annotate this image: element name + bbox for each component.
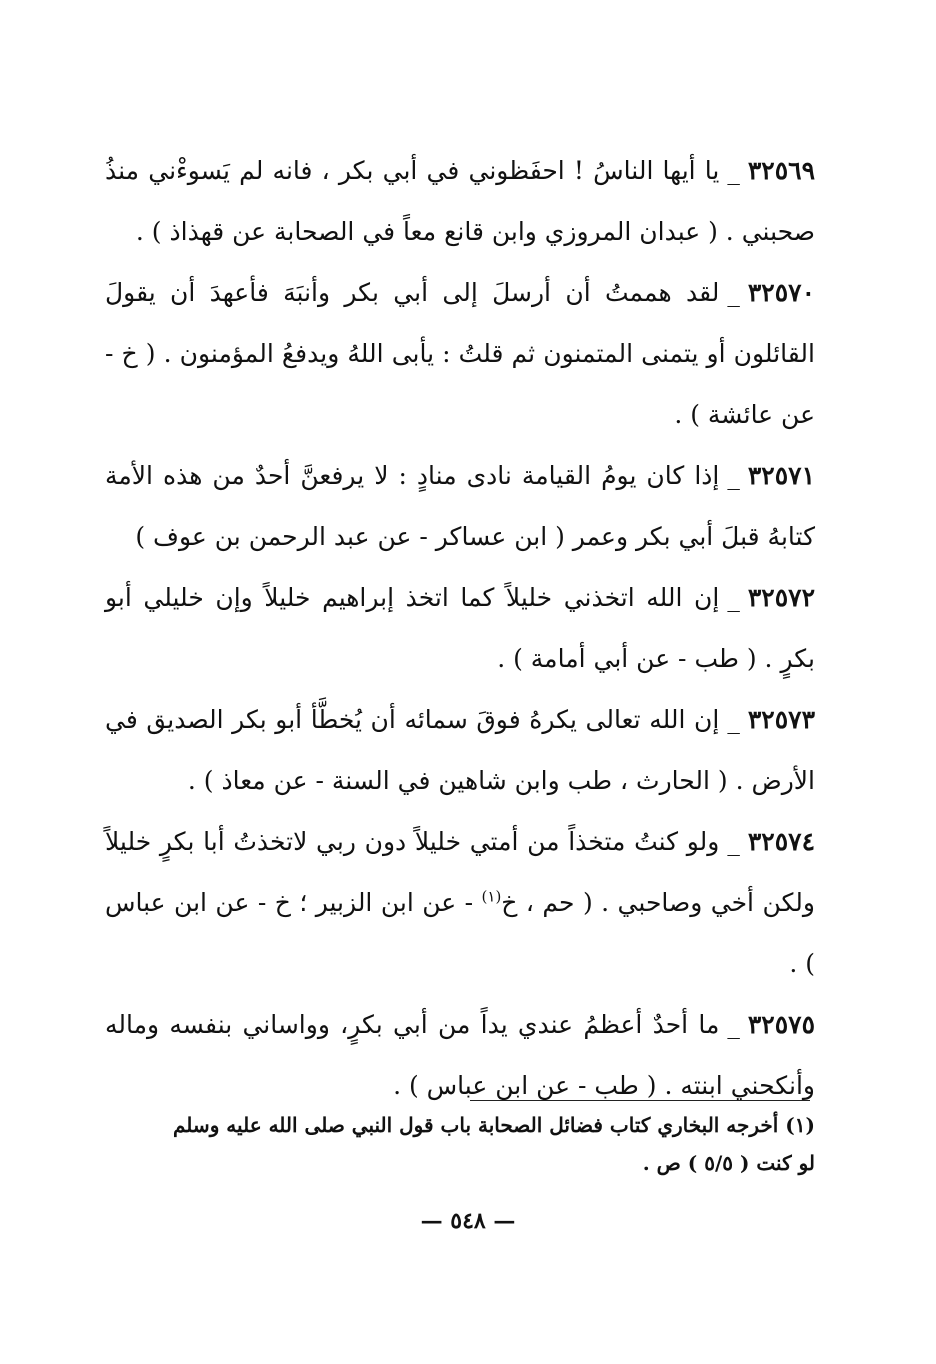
- hadith-text: ولو كنتُ متخذاً من أمتي خليلاً دون ربي لاتخذتُ أبا بكرٍ خليلاً ولكن أخي وصاحبي . ( حم ، خ: [105, 827, 815, 917]
- hadith-32575: [105, 994, 815, 1116]
- hadith-separator: _: [727, 156, 740, 185]
- hadith-number: ٣٢٥٧٤: [747, 827, 815, 856]
- hadith-text-continued: - عن ابن الزبير ؛ خ - عن ابن عباس ) .: [105, 888, 815, 978]
- hadith-separator: _: [727, 1010, 740, 1039]
- main-text: [105, 140, 815, 1116]
- hadith-text: إن الله تعالى يكرهُ فوقَ سمائه أن يُخطَّأ أبو بكر الصديق في الأرض . ( الحارث ، طب وابن شاهين في السنة - عن معاذ ) .: [105, 705, 815, 795]
- footnote-line: لو كنت ( ٥/٥ ) ص .: [642, 1151, 815, 1175]
- footnote-reference: (١): [481, 887, 502, 906]
- hadith-separator: _: [727, 583, 740, 612]
- hadith-32573: [105, 689, 815, 811]
- hadith-32571: [105, 445, 815, 567]
- hadith-32572: [105, 567, 815, 689]
- footnote-line: (١) أخرجه البخاري كتاب فضائل الصحابة باب قول النبي صلى الله عليه وسلم: [173, 1113, 815, 1137]
- hadith-text: إن الله اتخذني خليلاً كما اتخذ إبراهيم خليلاً وإن خليلي أبو بكرٍ . ( طب - عن أبي أمامة ) .: [105, 583, 815, 673]
- footnotes: [105, 1106, 815, 1182]
- hadith-number: ٣٢٥٧٥: [747, 1010, 815, 1039]
- hadith-separator: _: [727, 278, 740, 307]
- hadith-separator: _: [727, 461, 740, 490]
- hadith-separator: _: [727, 705, 740, 734]
- hadith-text: لقد هممتُ أن أرسلَ إلى أبي بكر وأنبَهَ فأعهدَ أن يقولَ القائلون أو يتمنى المتمنون ثم قلتُ : يأبى اللهُ ويدفعُ المؤمنون . ( خ - عن عائشة ) .: [105, 278, 815, 429]
- hadith-text: ما أحدٌ أعظمُ عندي يداً من أبي بكرٍ، وواساني بنفسه وماله وأنكحني ابنته . ( طب - عن ابن عباس ) .: [105, 1010, 815, 1100]
- hadith-separator: _: [727, 827, 740, 856]
- hadith-number: ٣٢٥٧٢: [747, 583, 815, 612]
- hadith-text: يا أيها الناسُ ! احفَظوني في أبي بكر ، فانه لم يَسوءْني منذُ صحبني . ( عبدان المروزي وابن قانع معاً في الصحابة عن قهذاذ ) .: [105, 156, 815, 246]
- hadith-text: إذا كان يومُ القيامة نادى منادٍ : لا يرفعنَّ أحدٌ من هذه الأمة كتابهُ قبلَ أبي بكر وعمر ( ابن عساكر - عن عبد الرحمن بن عوف ): [105, 461, 815, 551]
- hadith-32574: [105, 811, 815, 994]
- hadith-32570: [105, 262, 815, 445]
- footnote-divider: [470, 1100, 810, 1101]
- hadith-number: ٣٢٥٧٣: [747, 705, 815, 734]
- hadith-number: ٣٢٥٦٩: [747, 156, 815, 185]
- hadith-number: ٣٢٥٧٠: [747, 278, 815, 307]
- hadith-32569: [105, 140, 815, 262]
- page-number: — ٥٤٨ —: [420, 1208, 516, 1234]
- hadith-number: ٣٢٥٧١: [747, 461, 815, 490]
